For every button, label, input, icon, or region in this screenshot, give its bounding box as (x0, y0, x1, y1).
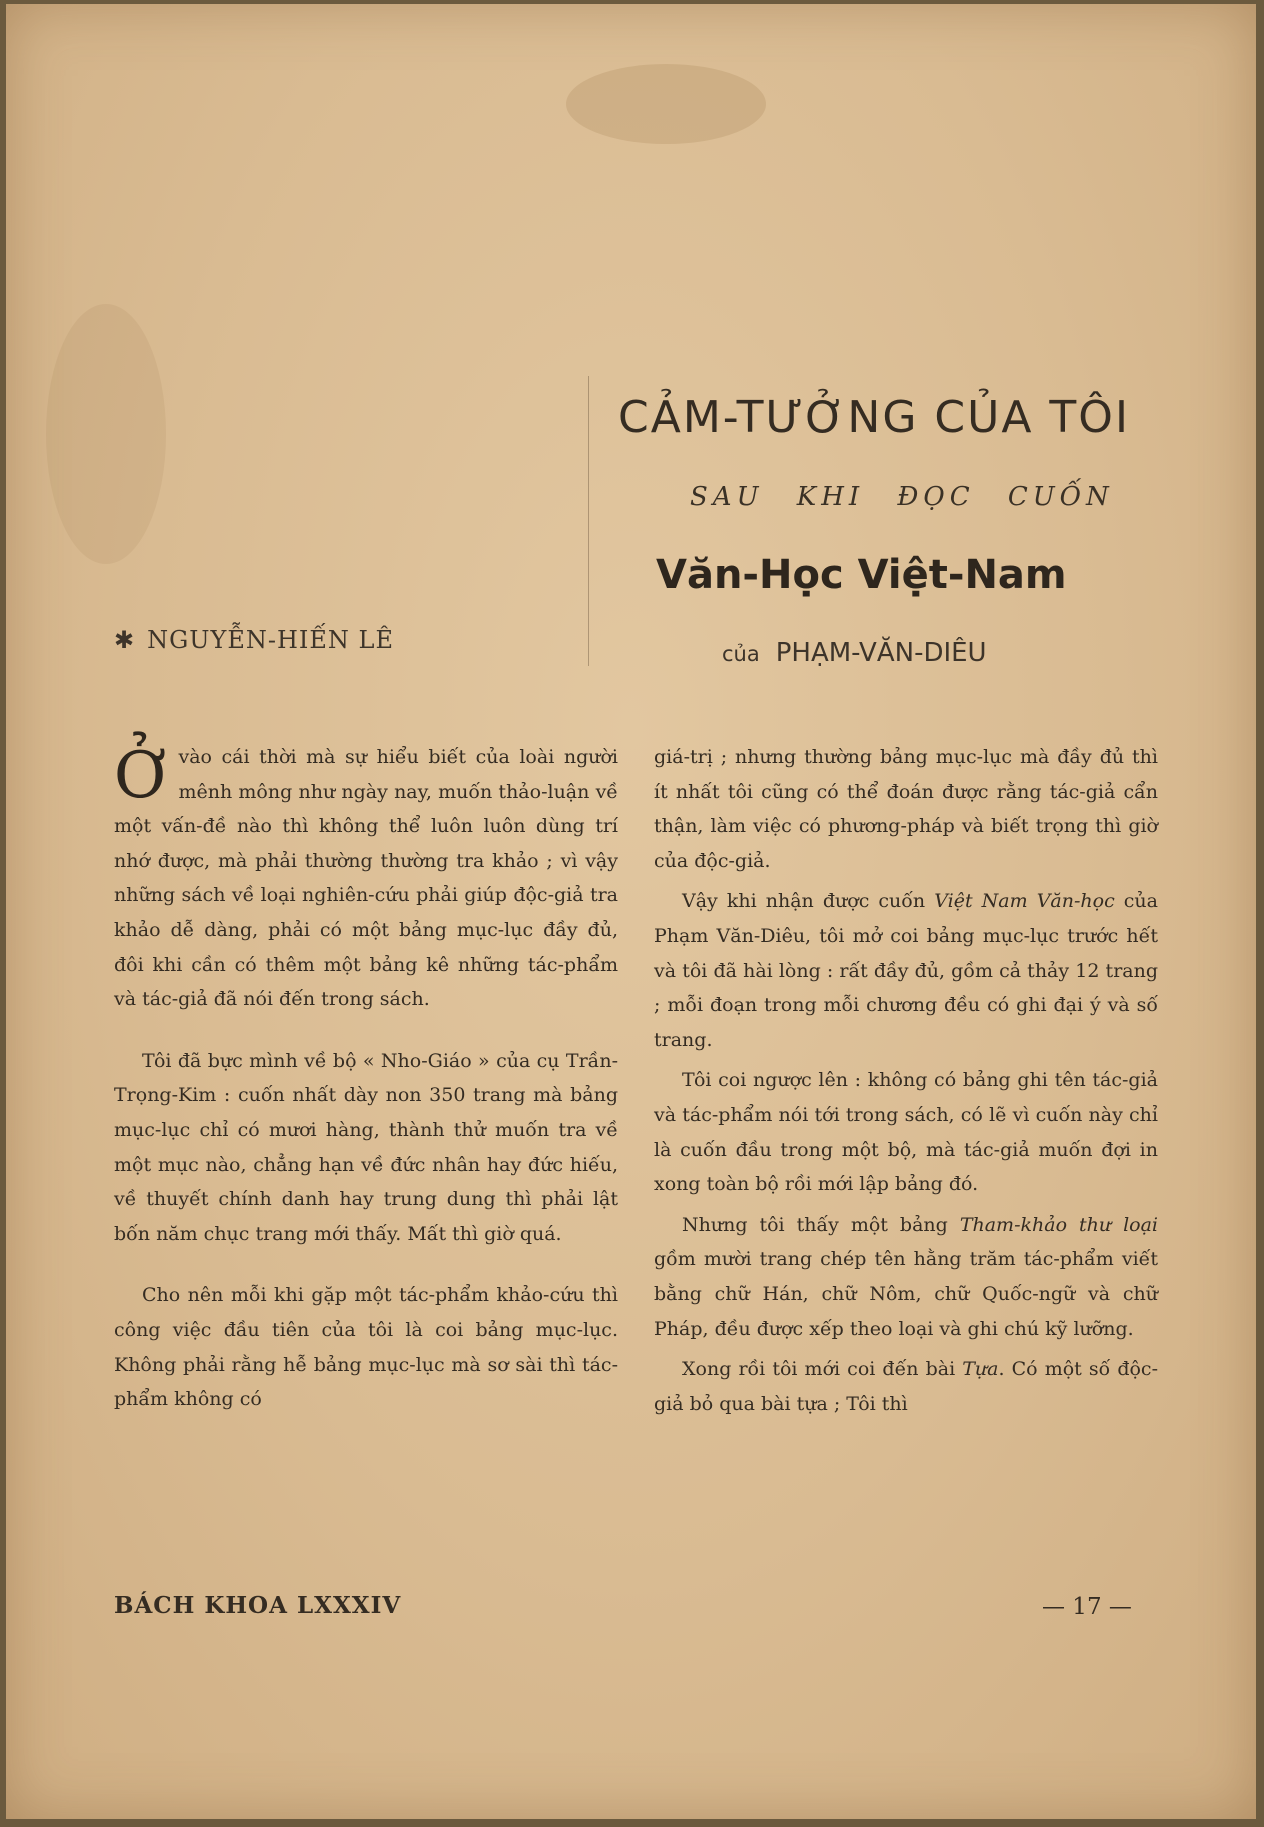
paragraph (654, 1208, 1158, 1346)
paragraph-text: . Có một số độc-giả bỏ qua bài tựa ; Tôi thì (654, 1358, 1158, 1415)
book-author-prefix: của (722, 642, 760, 666)
paragraph: Tôi coi ngược lên : không có bảng ghi tên tác-giả và tác-phẩm nói tới trong sách, có lẽ vì cuốn này chỉ là cuốn đầu trong một bộ, mà tác-giả muốn đợi in xong toàn bộ rồi mới lập bảng đó. (654, 1069, 1158, 1196)
paragraph: Cho nên mỗi khi gặp một tác-phẩm khảo-cứu thì công việc đầu tiên của tôi là coi bảng mục-lục. Không phải rằng hễ bảng mục-lục mà sơ sài thì tác-phẩm không có (114, 1284, 618, 1411)
paragraph-text: vào cái thời mà sự hiểu biết của loài người mênh mông như ngày nay, muốn thảo-luận về một vấn-đề nào thì không thể luôn luôn dùng trí nhớ được, mà phải thường thường tra khảo ; vì vậy những sách về loại nghiên-cứu phải giúp độc-giả tra khảo dễ dàng, phải có một bảng mục-lục đầy đủ, đôi khi cần có thêm một bảng kê những tác-phẩm và tác-giả đã nói đến trong sách. (114, 746, 618, 1011)
book-author (722, 638, 987, 668)
section-reference: Tựa (962, 1358, 999, 1381)
author-mark-icon: ✱ (114, 626, 136, 654)
author-name: NGUYỄN-HIẾN LÊ (147, 626, 394, 654)
article-title: CẢM-TƯỞNG CỦA TÔI (618, 392, 1130, 443)
article-author (114, 626, 394, 654)
left-column (114, 740, 618, 1417)
paragraph (654, 884, 1158, 1057)
paragraph (654, 1352, 1158, 1421)
paragraph-text: của Phạm Văn-Diêu, tôi mở coi bảng mục-lục trước hết và tôi đã hài lòng : rất đầy đủ, gồm cả thảy 12 trang ; mỗi đoạn trong mỗi chương đều có ghi đại ý và số trang. (654, 890, 1158, 1051)
article-subtitle: SAU KHI ĐỌC CUỐN (690, 482, 1114, 512)
paragraph: giá-trị ; nhưng thường bảng mục-lục mà đầy đủ thì ít nhất tôi cũng có thể đoán được rằng tác-giả cẩn thận, làm việc có phương-pháp và biết trọng thì giờ của độc-giả. (654, 746, 1158, 872)
book-title: Văn-Học Việt-Nam (656, 552, 1067, 598)
paragraph (114, 740, 618, 1017)
paragraph: Tôi đã bực mình về bộ « Nho-Giáo » của cụ Trần-Trọng-Kim : cuốn nhất dày non 350 trang mà bảng mục-lục chỉ có mươi hàng, thành thử muốn tra về một mục nào, chẳng hạn về đức nhân hay đức hiếu, về thuyết chính danh hay trung dung thì phải lật bốn năm chục trang mới thấy. Mất thì giờ quá. (114, 1049, 618, 1245)
paper-stain (566, 64, 766, 144)
right-column (654, 740, 1158, 1421)
paper-stain (46, 304, 166, 564)
book-reference: Việt Nam Văn-học (934, 890, 1115, 913)
title-divider (588, 376, 589, 666)
paragraph-text: gồm mười trang chép tên hằng trăm tác-phẩm viết bằng chữ Hán, chữ Nôm, chữ Quốc-ngữ và chữ Pháp, đều được xếp theo loại và ghi chú kỹ lưỡng. (654, 1248, 1158, 1340)
publication-name: BÁCH KHOA LXXXIV (114, 1592, 402, 1619)
book-author-name: PHẠM-VĂN-DIÊU (775, 638, 987, 668)
paragraph-text: Nhưng tôi thấy một bảng (682, 1213, 960, 1236)
paragraph-text: Xong rồi tôi mới coi đến bài (682, 1358, 963, 1381)
page-number: — 17 — (1042, 1594, 1132, 1620)
drop-cap: Ở (114, 739, 167, 813)
section-reference: Tham-khảo thư loại (959, 1213, 1158, 1236)
paragraph-text: Vậy khi nhận được cuốn (682, 890, 935, 913)
magazine-page (6, 4, 1256, 1819)
